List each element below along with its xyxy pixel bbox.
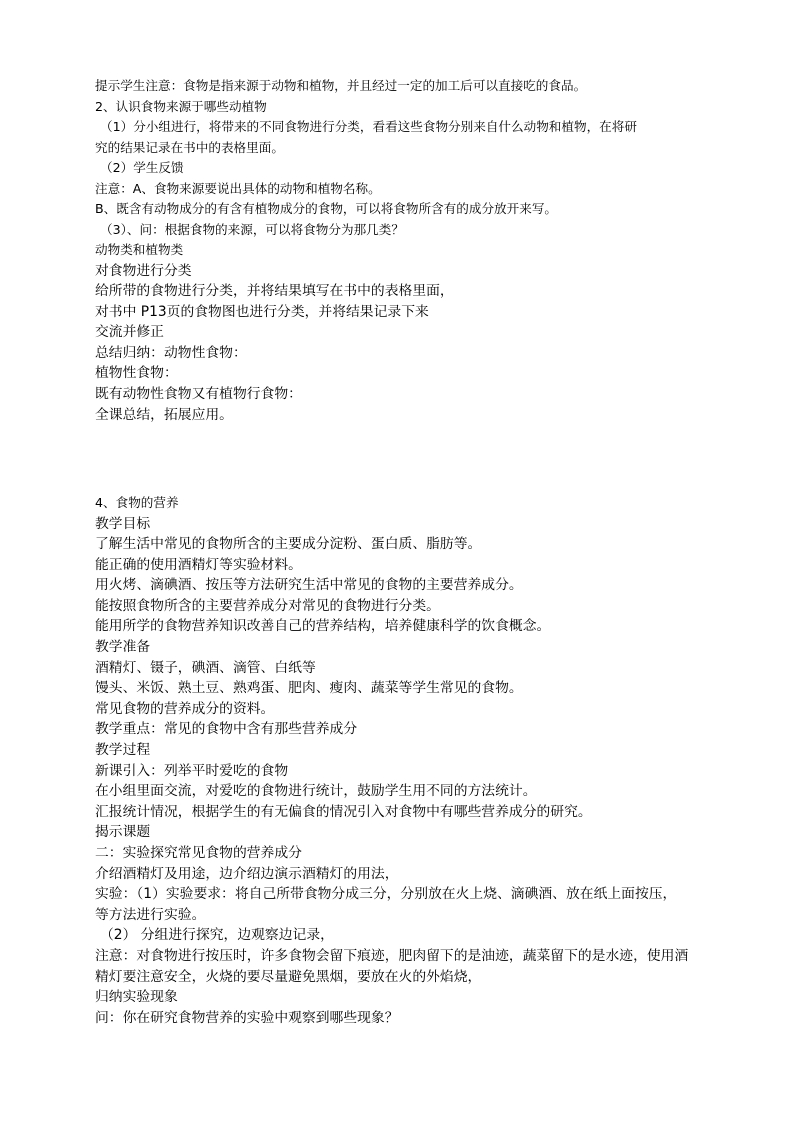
section-heading: 4、食物的营养: [95, 495, 179, 510]
text-line: B、既含有动物成分的有含有植物成分的食物，可以将食物所含有的成分放开来写。: [95, 201, 558, 216]
text-line: 注意：A、食物来源要说出具体的动物和植物名称。: [95, 180, 381, 196]
text-line: 究的结果记录在书中的表格里面。: [95, 139, 284, 155]
text-line: 酒精灯、镊子，碘酒、滴管、白纸等: [95, 659, 316, 676]
text-line: 二：实验探究常见食物的营养成分: [95, 845, 302, 861]
text-line: 归纳实验现象: [95, 989, 178, 1006]
text-line: 在小组里面交流，对爱吃的食物进行统计，鼓励学生用不同的方法统计。: [95, 783, 537, 800]
text-line: 新课引入：列举平时爱吃的食物: [95, 762, 289, 779]
text-line: 对食物进行分类: [95, 262, 192, 279]
text-line: 提示学生注意：食物是指来源于动物和植物，并且经过一定的加工后可以直接吃的食品。: [95, 78, 587, 93]
text-line: 给所带的食物进行分类，并将结果填写在书中的表格里面，: [95, 283, 454, 300]
text-line: 注意：对食物进行按压时，许多食物会留下痕迹，肥肉留下的是油迹，蔬菜留下的是水迹，使用酒: [95, 947, 689, 964]
text-line: 介绍酒精灯及用途，边介绍边演示酒精灯的用法，: [95, 865, 399, 882]
text-line: 能按照食物所含的主要营养成分对常见的食物进行分类。: [95, 597, 440, 614]
text-line: 植物性食物：: [95, 365, 178, 382]
text-line: 教学准备: [95, 639, 151, 656]
text-line: 等方法进行实验。: [95, 906, 206, 923]
text-line: （3）、问：根据食物的来源，可以将食物分为那几类？: [100, 221, 404, 237]
section-food-sources: [95, 76, 715, 425]
text-line: 交流并修正: [95, 324, 164, 341]
text-line: 全课总结，拓展应用。: [95, 406, 233, 423]
text-line: 教学过程: [95, 742, 151, 759]
text-line: 动物类和植物类: [95, 242, 184, 257]
text-line: 2、认识食物来源于哪些动植物: [95, 98, 267, 114]
text-line: 用火烤、滴碘酒、按压等方法研究生活中常见的食物的主要营养成分。: [95, 577, 523, 594]
text-line: 问：你在研究食物营养的实验中观察到哪些现象？: [95, 1009, 399, 1026]
section-food-nutrition: [95, 493, 715, 1028]
text-line: 既有动物性食物又有植物行食物：: [95, 386, 302, 403]
text-line: 教学重点：常见的食物中含有那些营养成分: [95, 721, 358, 738]
text-line: 汇报统计情况，根据学生的有无偏食的情况引入对食物中有哪些营养成分的研究。: [95, 803, 592, 820]
text-line: 教学目标: [95, 515, 151, 532]
text-line: 总结归纳：动物性食物：: [95, 344, 247, 361]
text-line: 常见食物的营养成分的资料。: [95, 700, 275, 717]
text-line: （2）学生反馈: [100, 160, 184, 175]
text-line: 能用所学的食物营养知识改善自己的营养结构，培养健康科学的饮食概念。: [95, 618, 551, 635]
text-line: （1）分小组进行，将带来的不同食物进行分类，看看这些食物分别来自什么动物和植物，在将研: [100, 119, 637, 134]
text-line: 实验：（1）实验要求：将自己所带食物分成三分，分别放在火上烧、滴碘酒、放在纸上面按压，: [95, 886, 677, 903]
text-line: 了解生活中常见的食物所含的主要成分淀粉、蛋白质、脂肪等。: [95, 536, 482, 553]
text-line: 揭示课题: [95, 824, 151, 841]
text-line: 对书中 P13页的食物图也进行分类，并将结果记录下来: [95, 303, 429, 320]
text-line: （2） 分组进行探究，边观察边记录，: [100, 927, 334, 944]
text-line: 馒头、米饭、熟土豆、熟鸡蛋、肥肉、瘦肉、蔬菜等学生常见的食物。: [95, 680, 523, 697]
text-line: 精灯要注意安全，火烧的要尽量避免黑烟，要放在火的外焰烧，: [95, 968, 482, 985]
text-line: 能正确的使用酒精灯等实验材料。: [95, 556, 302, 573]
